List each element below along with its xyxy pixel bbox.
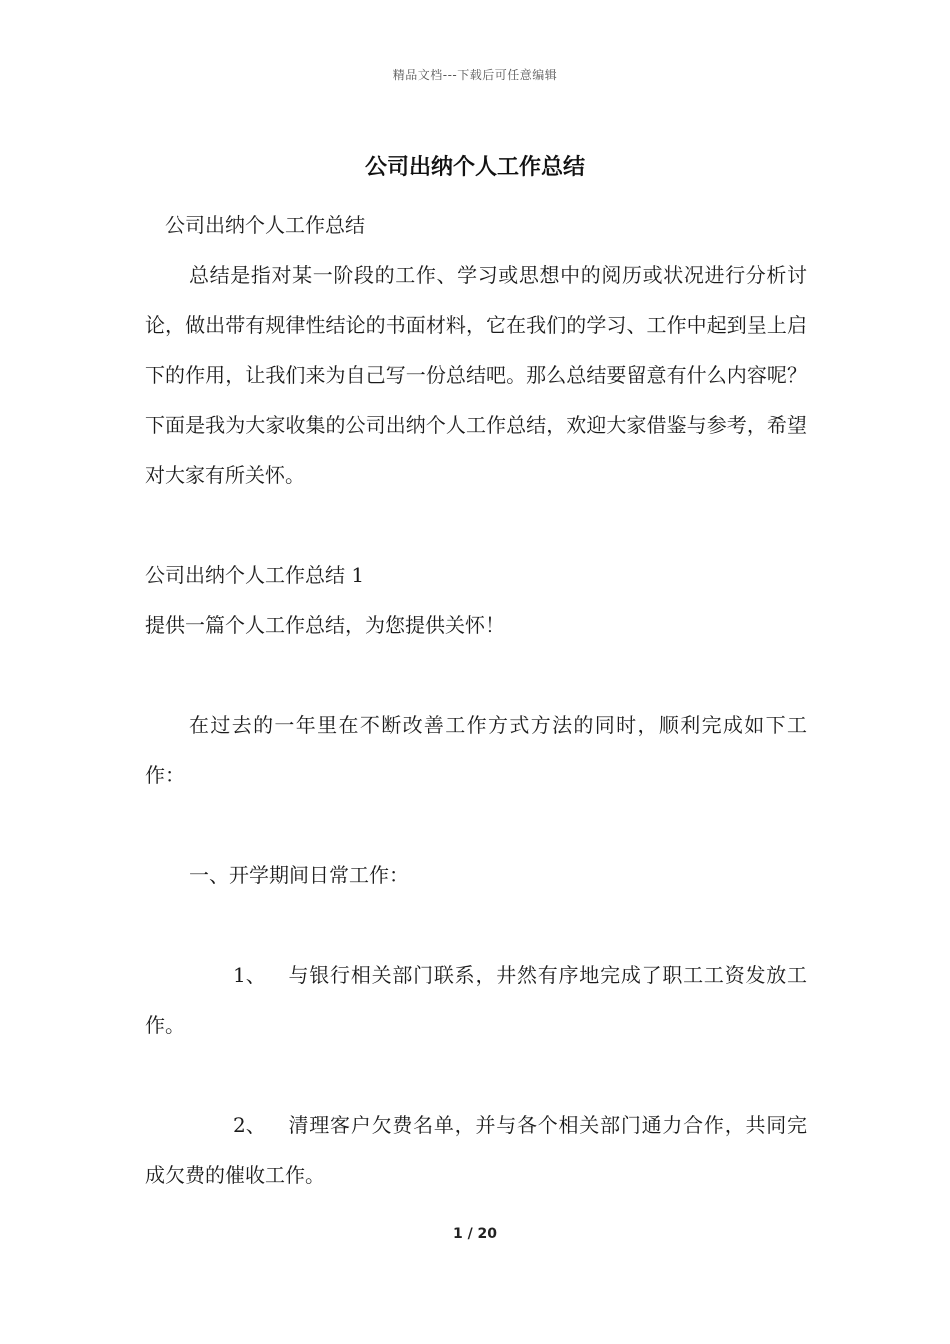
past-year-paragraph: 在过去的一年里在不断改善工作方式方法的同时，顺利完成如下工作： [145, 713, 807, 787]
paragraph-spacer [145, 900, 807, 950]
document-header-note: 精品文档---下载后可任意编辑 [392, 68, 558, 82]
document-body [145, 200, 807, 1200]
list-item [145, 950, 807, 1050]
list-item-text: 清理客户欠费名单，并与各个相关部门通力合作，共同完成欠费的催收工作。 [145, 1113, 807, 1187]
paragraph-spacer [145, 650, 807, 700]
list-item-text: 与银行相关部门联系，井然有序地完成了职工工资发放工作。 [145, 963, 807, 1037]
document-subtitle: 公司出纳个人工作总结 [165, 213, 365, 237]
paragraph-spacer [145, 1050, 807, 1100]
list-item-number: 2、 [233, 1113, 266, 1137]
page-number: 1 / 20 [452, 1226, 498, 1242]
paragraph-spacer [145, 800, 807, 850]
part-one-heading: 一、开学期间日常工作： [189, 863, 409, 887]
list-item-number: 1、 [233, 963, 266, 987]
paragraph-spacer [145, 500, 807, 550]
section-note: 提供一篇个人工作总结，为您提供关怀！ [145, 613, 505, 637]
intro-paragraph: 总结是指对某一阶段的工作、学习或思想中的阅历或状况进行分析讨论，做出带有规律性结论的书面材料，它在我们的学习、工作中起到呈上启下的作用，让我们来为自己写一份总结吧。那么总结要留意有什么内容呢？下面是我为大家收集的公司出纳个人工作总结，欢迎大家借鉴与参考，希望对大家有所关怀。 [145, 263, 807, 487]
document-title: 公司出纳个人工作总结 [364, 154, 585, 180]
section-heading: 公司出纳个人工作总结 1 [145, 563, 365, 587]
list-item [145, 1100, 807, 1200]
